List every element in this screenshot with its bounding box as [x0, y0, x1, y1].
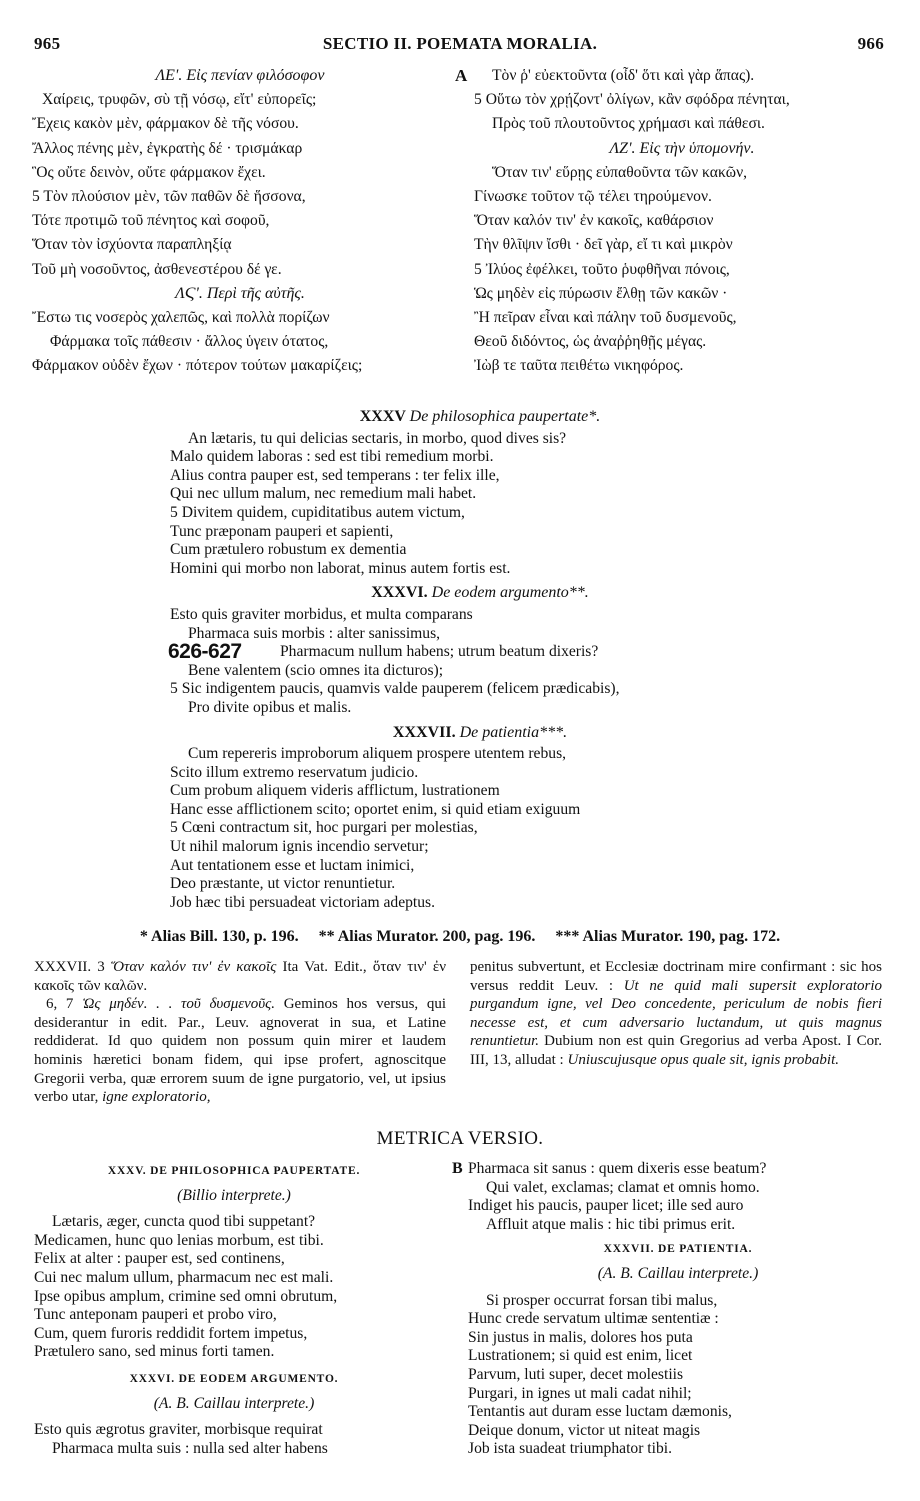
- verse-line: Pharmaca sit sanus : quem dixeris esse beatum?: [468, 1160, 767, 1177]
- note-paragraph: [34, 958, 446, 995]
- footnote: * Alias Bill. 130, p. 196.: [139, 928, 299, 945]
- footnote: *** Alias Murator. 190, pag. 172.: [555, 928, 781, 945]
- latin-line: Aut tentationem esse et luctam inimici,: [170, 856, 415, 874]
- column-marker-a: A: [455, 66, 468, 85]
- latin-line: Ut nihil malorum ignis incendio servetur;: [170, 838, 429, 856]
- latin-title-36: [170, 584, 790, 603]
- section-number: XXXV: [359, 408, 406, 425]
- greek-line: Γίνωσκε τοῦτον τῷ τέλει τηρούμενον.: [474, 188, 712, 206]
- latin-line: Homini qui morbo non laborat, minus autem fortis est.: [170, 559, 511, 577]
- page-number-left: 965: [34, 34, 61, 53]
- interpreter-37: (A. B. Caillau interprete.): [597, 1264, 759, 1282]
- verse-right-column: [468, 1160, 888, 1459]
- latin-line: Hanc esse afflictionem scito; oportet enim, si quid etiam exiguum: [170, 800, 581, 818]
- greek-line: Ἢ πεῖραν εἶναι καὶ πάλην τοῦ δυσμενοῦς,: [474, 309, 737, 327]
- interpreter-35: (Billio interprete.): [177, 1186, 291, 1204]
- latin-line: 5 Divitem quidem, cupiditatibus autem victum,: [170, 503, 465, 521]
- latin-line: Cum repereris improborum aliquem prospere utentem rebus,: [188, 745, 567, 763]
- greek-line: Πρὸς τοῦ πλουτοῦντος χρήμασι καὶ πάθεσι.: [492, 115, 765, 133]
- greek-line: 5 Ἰλύος ἐφέλκει, τοῦτο ῥυφθῆναι πόνοις,: [474, 260, 730, 278]
- page-number-right: 966: [857, 34, 884, 53]
- verse-heading-35: XXXV. DE PHILOSOPHICA PAUPERTATE.: [107, 1165, 361, 1177]
- greek-line: Ἄλλος πένης μὲν, ἐγκρατὴς δέ · τρισμάκαρ: [32, 139, 303, 157]
- verse-line: Tunc anteponam pauperi et probo viro,: [34, 1306, 277, 1324]
- running-header: SECTIO II. POEMATA MORALIA.: [322, 34, 598, 53]
- greek-line: Τὸν ῥ' εὐεκτοῦντα (οἶδ' ὅτι καὶ γὰρ ἅπας).: [492, 67, 755, 84]
- note-ref: XXXVII. 3: [34, 959, 111, 975]
- latin-title-35: [170, 408, 790, 427]
- verse-line: Parvum, luti super, decet molestiis: [468, 1365, 684, 1383]
- latin-line: Qui nec ullum malum, nec remedium mali habet.: [170, 485, 477, 503]
- latin-line: Esto quis graviter morbidus, et multa comparans: [170, 605, 473, 623]
- latin-line: An lætaris, tu qui delicias sectaris, in morbo, quod dives sis?: [188, 429, 567, 447]
- verse-heading-36: XXXVI. DE EODEM ARGUMENTO.: [129, 1372, 339, 1385]
- verse-line: Felix at alter : pauper est, sed continens,: [34, 1250, 285, 1268]
- greek-title-36: ΛϚ'. Περὶ τῆς αὐτῆς.: [175, 284, 305, 302]
- greek-line: Ὅταν καλόν τιν' ἐν κακοῖς, καθάρσιον: [474, 212, 714, 230]
- latin-line: Deo præstante, ut victor renuntietur.: [170, 875, 396, 893]
- critical-notes-right: [470, 958, 882, 1070]
- verse-line: Deique donum, victor ut niteat magis: [468, 1421, 701, 1439]
- note-text: Dubium non est quin Gregorius ad verba Apost. I Cor. III, 13, alludat :: [470, 1033, 882, 1068]
- column-reference: 626-627: [168, 640, 242, 663]
- greek-line: Ὡς μηδὲν εἰς πύρωσιν ἔλθῃ τῶν κακῶν ·: [474, 284, 728, 302]
- section-title: De eodem argumento**.: [431, 584, 589, 602]
- verse-left-column: [34, 1160, 434, 1458]
- metrica-versio-heading: METRICA VERSIO.: [376, 1128, 544, 1149]
- note-text: Geminos hos versus, qui desiderantur in edit. Par., Leuv. agnoverat in sua, et Latine reddiderat. Id quo quidem non possum quin mirer et laudem hominis hæretici bonam fidem, qui ipse profert, agnoscitque Gregorii verba, quæ errorem suum de igne purgatorio, vel, ut ipsius verbo utar,: [34, 996, 447, 1106]
- greek-line: Χαίρεις, τρυφῶν, σὺ τῇ νόσῳ, εἴτ' εὐπορεῖς;: [42, 91, 317, 109]
- note-text: Ita Vat. Edit., ὅταν τιν' ἐν κακοῖς τῶν καλῶν.: [34, 959, 447, 994]
- latin-line: Bene valentem (scio omnes ita dicturos);: [188, 661, 444, 679]
- verse-line: Qui valet, exclamas; clamat et omnis homo.: [486, 1178, 760, 1196]
- verse-line: Purgari, in ignes ut mali cadat nihil;: [468, 1384, 692, 1402]
- note-paragraph: [34, 995, 446, 1107]
- note-italic: igne exploratorio,: [102, 1089, 211, 1106]
- greek-line: Θεοῦ διδόντος, ὡς ἀναῤῥηθῇς μέγας.: [474, 333, 707, 351]
- note-italic: Uniuscujusque opus quale sit, ignis probabit.: [567, 1051, 840, 1068]
- verse-line: Affluit atque malis : hic tibi primus erit.: [486, 1215, 736, 1233]
- footnotes: [0, 928, 920, 946]
- greek-title-37: ΛΖ'. Εἰς τὴν ὑπομονήν.: [609, 139, 755, 157]
- latin-translation: [170, 402, 790, 912]
- latin-line: Pro divite opibus et malis.: [188, 698, 352, 716]
- section-number: XXXVI.: [371, 584, 428, 602]
- note-italic: Ut ne quid mali supersit exploratorio purgandum igne, vel Deo concedente, periculum de nobis fieri necesse est, et cum adversario luctandum, ut quis magnus renuntietur.: [470, 977, 882, 1050]
- verse-line: Medicamen, hunc quo lenias morbum, est tibi.: [34, 1231, 324, 1249]
- section-title: De philosophica paupertate*.: [409, 408, 601, 425]
- section-title: De patientia***.: [459, 723, 568, 741]
- greek-line: Φάρμακον οὐδὲν ἔχων · πότερον τούτων μακαρίζεις;: [32, 357, 363, 375]
- latin-line: Tunc præponam pauperi et sapienti,: [170, 522, 394, 540]
- greek-line: Τοῦ μὴ νοσοῦντος, ἀσθενεστέρου δέ γε.: [32, 260, 282, 278]
- greek-line: Τότε προτιμῶ τοῦ πένητος καὶ σοφοῦ,: [32, 212, 270, 230]
- latin-title-37: [170, 724, 790, 743]
- verse-line: Ipse opibus amplum, crimine sed omni obrutum,: [34, 1287, 338, 1305]
- verse-line: Cum, quem furoris reddidit fortem impetus,: [34, 1324, 308, 1342]
- latin-line: Cum probum aliquem videris afflictum, lustrationem: [170, 782, 500, 800]
- latin-line: Scito illum extremo reservatum judicio.: [170, 763, 419, 781]
- latin-line: Alius contra pauper est, sed temperans : ter felix ille,: [170, 466, 500, 484]
- verse-line: Indiget his paucis, pauper licet; ille sed auro: [468, 1197, 744, 1215]
- verse-heading-37: XXXVII. DE PATIENTIA.: [603, 1243, 753, 1256]
- latin-line: 5 Sic indigentem paucis, quamvis valde pauperem (felicem prædicabis),: [170, 680, 620, 698]
- verse-line: Esto quis ægrotus graviter, morbisque requirat: [34, 1421, 323, 1439]
- note-text: penitus subvertunt, et Ecclesiæ doctrinam mire confirmant : sic hos versus reddit Leuv. :: [470, 959, 882, 994]
- greek-line: 5 Οὕτω τὸν χρῄζοντ' ὀλίγων, κἂν σφόδρα πένηται,: [474, 91, 790, 109]
- verse-line: Cui nec malum ullum, pharmacum nec est mali.: [34, 1268, 334, 1286]
- greek-line: Ὅταν τὸν ἰσχύοντα παραπληξίᾳ: [32, 236, 232, 254]
- note-ref: 6, 7: [46, 996, 83, 1013]
- interpreter-36: (A. B. Caillau interprete.): [153, 1394, 315, 1412]
- greek-line: Ἔστω τις νοσερὸς χαλεπῶς, καὶ πολλὰ πορίζων: [32, 309, 330, 327]
- greek-right-column: [472, 64, 892, 379]
- greek-left-column: [30, 64, 450, 379]
- verse-line: Sin justus in malis, dolores hos puta: [468, 1328, 693, 1346]
- greek-line: Τὴν θλῖψιν ἴσθι · δεῖ γὰρ, εἴ τι καὶ μικρὸν: [474, 236, 733, 254]
- latin-line: Pharmacum nullum habens; utrum beatum dixeris?: [280, 643, 599, 661]
- greek-line: Ἔχεις κακὸν μὲν, φάρμακον δὲ τῆς νόσου.: [32, 115, 299, 133]
- critical-notes-left: [34, 958, 446, 1107]
- latin-line: Malo quidem laboras : sed est tibi remedium morbi.: [170, 448, 494, 466]
- note-greek: Ὡς μηδέν. . . τοῦ δυσμενοῦς.: [82, 996, 276, 1013]
- latin-line: Pharmaca suis morbis : alter sanissimus,: [188, 624, 441, 642]
- greek-line: 5 Τὸν πλούσιον μὲν, τῶν παθῶν δὲ ἥσσονα,: [32, 188, 306, 206]
- greek-line: Ἰὼβ τε ταῦτα πειθέτω νικηφόρος.: [474, 357, 684, 375]
- verse-line: Lustrationem; si quid est enim, licet: [468, 1347, 693, 1365]
- section-number: XXXVII.: [392, 723, 456, 741]
- note-greek: Ὅταν καλόν τιν' ἐν κακοῖς: [110, 959, 277, 975]
- greek-line: Ὃς οὔτε δεινὸν, οὔτε φάρμακον ἔχει.: [32, 163, 266, 181]
- footnote: ** Alias Murator. 200, pag. 196.: [318, 928, 536, 945]
- verse-line: Hunc crede servatum ultimæ sententiæ :: [468, 1310, 719, 1328]
- latin-line: Job hæc tibi persuadeat victoriam adeptus.: [170, 893, 436, 911]
- verse-line: Pharmaca multa suis : nulla sed alter habens: [52, 1439, 328, 1457]
- latin-line: 5 Cœni contractum sit, hoc purgari per molestias,: [170, 819, 478, 837]
- verse-line: Job ista suadeat triumphator tibi.: [468, 1440, 672, 1458]
- greek-line: Φάρμακα τοῖς πάθεσιν · ἄλλος ὑγειν ότατος,: [50, 333, 329, 351]
- latin-line: Cum prætulero robustum ex dementia: [170, 541, 407, 559]
- greek-title-35: ΛΕ'. Εἰς πενίαν φιλόσοφον: [155, 67, 325, 84]
- verse-line: Lætaris, æger, cuncta quod tibi suppetant?: [52, 1213, 316, 1231]
- greek-line: Ὅταν τιν' εὕρῃς εὐπαθοῦντα τῶν κακῶν,: [492, 163, 748, 181]
- verse-line: Si prosper occurrat forsan tibi malus,: [486, 1291, 718, 1309]
- column-marker-b: B: [452, 1160, 463, 1177]
- verse-line: Tentantis aut duram esse luctam dæmonis,: [468, 1403, 732, 1421]
- verse-line: Prætulero sano, sed minus forti tamen.: [34, 1343, 275, 1361]
